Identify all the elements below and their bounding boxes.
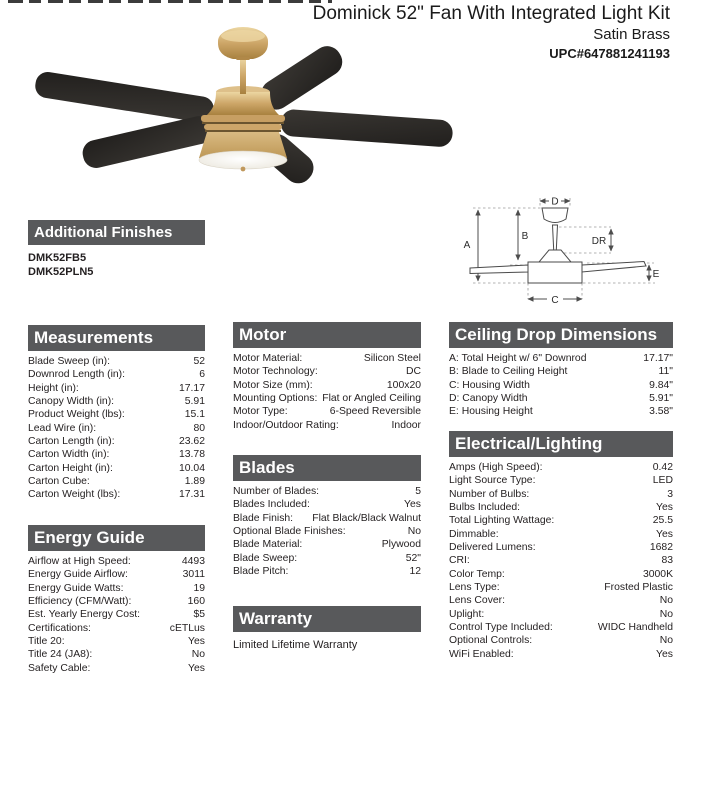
- spec-row: [233, 405, 421, 418]
- fan-downrod-canopy: [218, 27, 268, 94]
- spec-row: [28, 368, 205, 381]
- fan-product-image: [25, 12, 465, 212]
- spec-row: [28, 662, 205, 675]
- dim-label-c: C: [551, 295, 559, 306]
- spec-label: Color Temp:: [449, 568, 505, 580]
- spec-label: Carton Width (in):: [28, 449, 110, 461]
- fan-light-diffuser: [199, 151, 287, 169]
- spec-row: [28, 568, 205, 581]
- spec-value: 5.91: [184, 396, 205, 408]
- spec-value: 4493: [181, 556, 205, 567]
- spec-value: 10.04: [178, 462, 205, 474]
- spec-value: 11": [658, 366, 673, 378]
- spec-label: Lens Cover:: [449, 595, 506, 607]
- spec-value: Flat or Angled Ceiling: [322, 393, 421, 405]
- spec-value: Flat Black/Black Walnut: [312, 512, 421, 524]
- spec-value: 1682: [649, 542, 673, 554]
- spec-row: [449, 581, 673, 594]
- finish-list: [28, 252, 205, 279]
- spec-row: [449, 554, 673, 567]
- spec-label: CRI:: [449, 555, 470, 567]
- finish-code: DMK52FB5: [28, 252, 87, 264]
- spec-row: [28, 622, 205, 635]
- spec-row: [449, 392, 673, 405]
- energy-guide-section: [28, 525, 205, 675]
- spec-label: Optional Controls:: [449, 635, 533, 647]
- spec-value: 13.78: [178, 449, 205, 461]
- blades-header: Blades: [233, 455, 421, 481]
- spec-label: E: Housing Height: [449, 406, 533, 418]
- spec-row: [28, 582, 205, 595]
- spec-row: [449, 488, 673, 501]
- spec-row: [449, 621, 673, 634]
- spec-row: [233, 538, 421, 551]
- spec-label: Motor Material:: [233, 353, 303, 364]
- electrical-lighting-section: [449, 431, 673, 661]
- spec-row: [449, 461, 673, 474]
- spec-row: [449, 608, 673, 621]
- spec-row: [28, 608, 205, 621]
- dim-label-a: A: [463, 240, 471, 251]
- warranty-text: Limited Lifetime Warranty: [233, 639, 358, 651]
- measurements-rows: [28, 355, 205, 502]
- spec-row: [28, 435, 205, 448]
- finish-code: DMK52PLN5: [28, 265, 94, 278]
- spec-row: [233, 352, 421, 365]
- spec-row: [449, 365, 673, 378]
- spec-label: Carton Height (in):: [28, 462, 113, 474]
- spec-value: Yes: [188, 662, 205, 674]
- spec-label: Number of Blades:: [233, 486, 320, 497]
- spec-label: Blade Pitch:: [233, 566, 289, 578]
- dim-label-d: D: [551, 196, 559, 208]
- spec-value: WIDC Handheld: [597, 622, 673, 634]
- spec-row: [233, 365, 421, 378]
- spec-row: [233, 485, 421, 498]
- spec-label: Blade Sweep (in):: [28, 356, 111, 367]
- spec-label: WiFi Enabled:: [449, 648, 514, 660]
- spec-label: Energy Guide Airflow:: [28, 569, 128, 581]
- spec-row: [449, 514, 673, 527]
- spec-value: 15.1: [184, 409, 205, 421]
- spec-label: Control Type Included:: [449, 622, 553, 634]
- spec-row: [449, 528, 673, 541]
- spec-value: Plywood: [381, 539, 421, 551]
- spec-label: Safety Cable:: [28, 662, 91, 674]
- ceiling-drop-diagram: [455, 195, 715, 313]
- spec-value: 23.62: [178, 436, 205, 448]
- spec-label: C: Housing Width: [449, 379, 530, 391]
- fan-finial: [241, 167, 246, 172]
- spec-label: Lens Type:: [449, 582, 500, 594]
- spec-row: [233, 392, 421, 405]
- spec-label: Dimmable:: [449, 528, 499, 540]
- spec-row: [233, 379, 421, 392]
- spec-value: 12: [409, 566, 421, 578]
- spec-row: [449, 648, 673, 661]
- additional-finishes-header: Additional Finishes: [28, 220, 205, 245]
- spec-row: [28, 555, 205, 568]
- ceiling-drop-section: [449, 322, 673, 419]
- spec-label: Carton Weight (lbs):: [28, 489, 121, 501]
- spec-label: Height (in):: [28, 382, 79, 394]
- spec-label: Number of Bulbs:: [449, 488, 530, 500]
- spec-label: Blade Finish:: [233, 512, 294, 524]
- spec-value: 100x20: [386, 379, 421, 391]
- spec-label: Delivered Lumens:: [449, 542, 536, 554]
- electrical-lighting-rows: [449, 461, 673, 661]
- spec-row: [233, 498, 421, 511]
- energy-guide-rows: [28, 555, 205, 675]
- spec-row: [449, 352, 673, 365]
- spec-row: [28, 462, 205, 475]
- spec-value: 6-Speed Reversible: [329, 406, 421, 418]
- spec-value: cETLus: [169, 622, 205, 634]
- spec-row: [28, 408, 205, 421]
- measurements-section: [28, 325, 205, 502]
- spec-label: Efficiency (CFM/Watt):: [28, 596, 132, 608]
- spec-row: [233, 525, 421, 538]
- spec-label: Mounting Options:: [233, 393, 318, 405]
- blades-rows: [233, 485, 421, 578]
- spec-row: [28, 448, 205, 461]
- cropped-edge-artifact: [8, 0, 332, 3]
- spec-value: 17.17: [178, 382, 205, 394]
- motor-header: Motor: [233, 322, 421, 348]
- spec-row: [28, 635, 205, 648]
- spec-label: Certifications:: [28, 622, 91, 634]
- spec-value: 17.17": [643, 353, 673, 364]
- spec-label: Title 20:: [28, 636, 65, 648]
- spec-row: [233, 512, 421, 525]
- spec-value: 19: [193, 582, 205, 594]
- spec-value: No: [659, 608, 673, 620]
- spec-value: Yes: [656, 502, 673, 514]
- page-title: Dominick 52" Fan With Integrated Light Kit: [312, 3, 670, 24]
- spec-label: Canopy Width (in):: [28, 396, 115, 408]
- spec-row: [449, 501, 673, 514]
- spec-label: Energy Guide Watts:: [28, 582, 124, 594]
- spec-label: Motor Type:: [233, 406, 288, 418]
- spec-label: Optional Blade Finishes:: [233, 526, 346, 538]
- spec-row: [449, 634, 673, 647]
- spec-row: [28, 475, 205, 488]
- spec-value: 9.84": [649, 379, 673, 391]
- spec-row: [28, 382, 205, 395]
- spec-label: Lead Wire (in):: [28, 422, 97, 434]
- spec-row: [28, 648, 205, 661]
- spec-value: 3: [667, 488, 673, 500]
- spec-label: Blade Sweep:: [233, 552, 298, 564]
- spec-value: 3.58": [649, 406, 673, 418]
- spec-value: 3000K: [642, 568, 673, 580]
- spec-row: [28, 595, 205, 608]
- diagram-fan-outline: [470, 208, 646, 283]
- spec-label: Carton Length (in):: [28, 436, 115, 448]
- additional-finishes-section: [28, 220, 205, 279]
- spec-label: Indoor/Outdoor Rating:: [233, 419, 339, 431]
- spec-label: B: Blade to Ceiling Height: [449, 366, 568, 378]
- spec-label: Blade Material:: [233, 539, 303, 551]
- spec-value: $5: [193, 609, 205, 621]
- spec-row: [449, 594, 673, 607]
- measurements-header: Measurements: [28, 325, 205, 351]
- spec-value: 5.91": [649, 393, 673, 405]
- dim-label-b: B: [521, 231, 529, 242]
- spec-label: Uplight:: [449, 608, 485, 620]
- spec-label: Motor Technology:: [233, 366, 318, 378]
- spec-value: Yes: [656, 648, 673, 660]
- electrical-lighting-header: Electrical/Lighting: [449, 431, 673, 457]
- spec-value: 3011: [182, 569, 205, 581]
- spec-value: No: [191, 649, 205, 661]
- spec-row: [449, 541, 673, 554]
- spec-row: [28, 422, 205, 435]
- spec-row: [449, 474, 673, 487]
- warranty-section: [233, 606, 421, 652]
- spec-row: [233, 552, 421, 565]
- spec-label: Bulbs Included:: [449, 502, 521, 514]
- spec-value: Indoor: [391, 419, 421, 431]
- spec-value: 52: [193, 356, 205, 367]
- energy-guide-header: Energy Guide: [28, 525, 205, 551]
- spec-row: [28, 395, 205, 408]
- spec-value: Yes: [188, 636, 205, 648]
- spec-value: 6: [199, 369, 205, 381]
- dim-label-dr: DR: [591, 236, 607, 247]
- spec-value: No: [659, 635, 673, 647]
- spec-label: Carton Cube:: [28, 476, 90, 488]
- motor-section: [233, 322, 421, 432]
- spec-label: Light Source Type:: [449, 475, 536, 487]
- spec-value: 80: [193, 422, 205, 434]
- product-finish: Satin Brass: [593, 26, 670, 43]
- blades-section: [233, 455, 421, 578]
- spec-row: [233, 419, 421, 432]
- spec-value: 1.89: [184, 476, 205, 488]
- spec-label: Est. Yearly Energy Cost:: [28, 609, 141, 621]
- motor-rows: [233, 352, 421, 432]
- spec-label: A: Total Height w/ 6" Downrod: [449, 353, 587, 364]
- spec-label: Motor Size (mm):: [233, 379, 313, 391]
- spec-row: [449, 405, 673, 418]
- spec-value: 0.42: [652, 462, 673, 473]
- spec-row: [233, 565, 421, 578]
- spec-row: [28, 355, 205, 368]
- spec-value: 25.5: [652, 515, 673, 527]
- spec-label: Downrod Length (in):: [28, 369, 126, 381]
- spec-value: Silicon Steel: [363, 353, 421, 364]
- spec-value: No: [407, 526, 421, 538]
- spec-value: Yes: [404, 499, 421, 511]
- spec-label: D: Canopy Width: [449, 393, 528, 405]
- spec-label: Airflow at High Speed:: [28, 556, 131, 567]
- spec-label: Amps (High Speed):: [449, 462, 543, 473]
- product-upc: UPC#647881241193: [549, 46, 670, 61]
- spec-value: 5: [415, 486, 421, 497]
- spec-row: [449, 379, 673, 392]
- spec-value: DC: [405, 366, 421, 378]
- spec-row: [28, 488, 205, 501]
- spec-row: [449, 568, 673, 581]
- spec-value: No: [659, 595, 673, 607]
- dim-label-e: E: [652, 269, 660, 280]
- spec-label: Blades Included:: [233, 499, 310, 511]
- spec-label: Title 24 (JA8):: [28, 649, 93, 661]
- spec-value: 160: [187, 596, 205, 608]
- spec-value: Yes: [656, 528, 673, 540]
- spec-label: Total Lighting Wattage:: [449, 515, 555, 527]
- spec-label: Product Weight (lbs):: [28, 409, 125, 421]
- ceiling-drop-rows: [449, 352, 673, 419]
- spec-value: 83: [661, 555, 673, 567]
- spec-value: 52": [405, 552, 421, 564]
- spec-value: LED: [652, 475, 673, 487]
- spec-value: 17.31: [178, 489, 205, 501]
- warranty-header: Warranty: [233, 606, 421, 632]
- spec-value: Frosted Plastic: [604, 582, 673, 594]
- ceiling-drop-header: Ceiling Drop Dimensions: [449, 322, 673, 348]
